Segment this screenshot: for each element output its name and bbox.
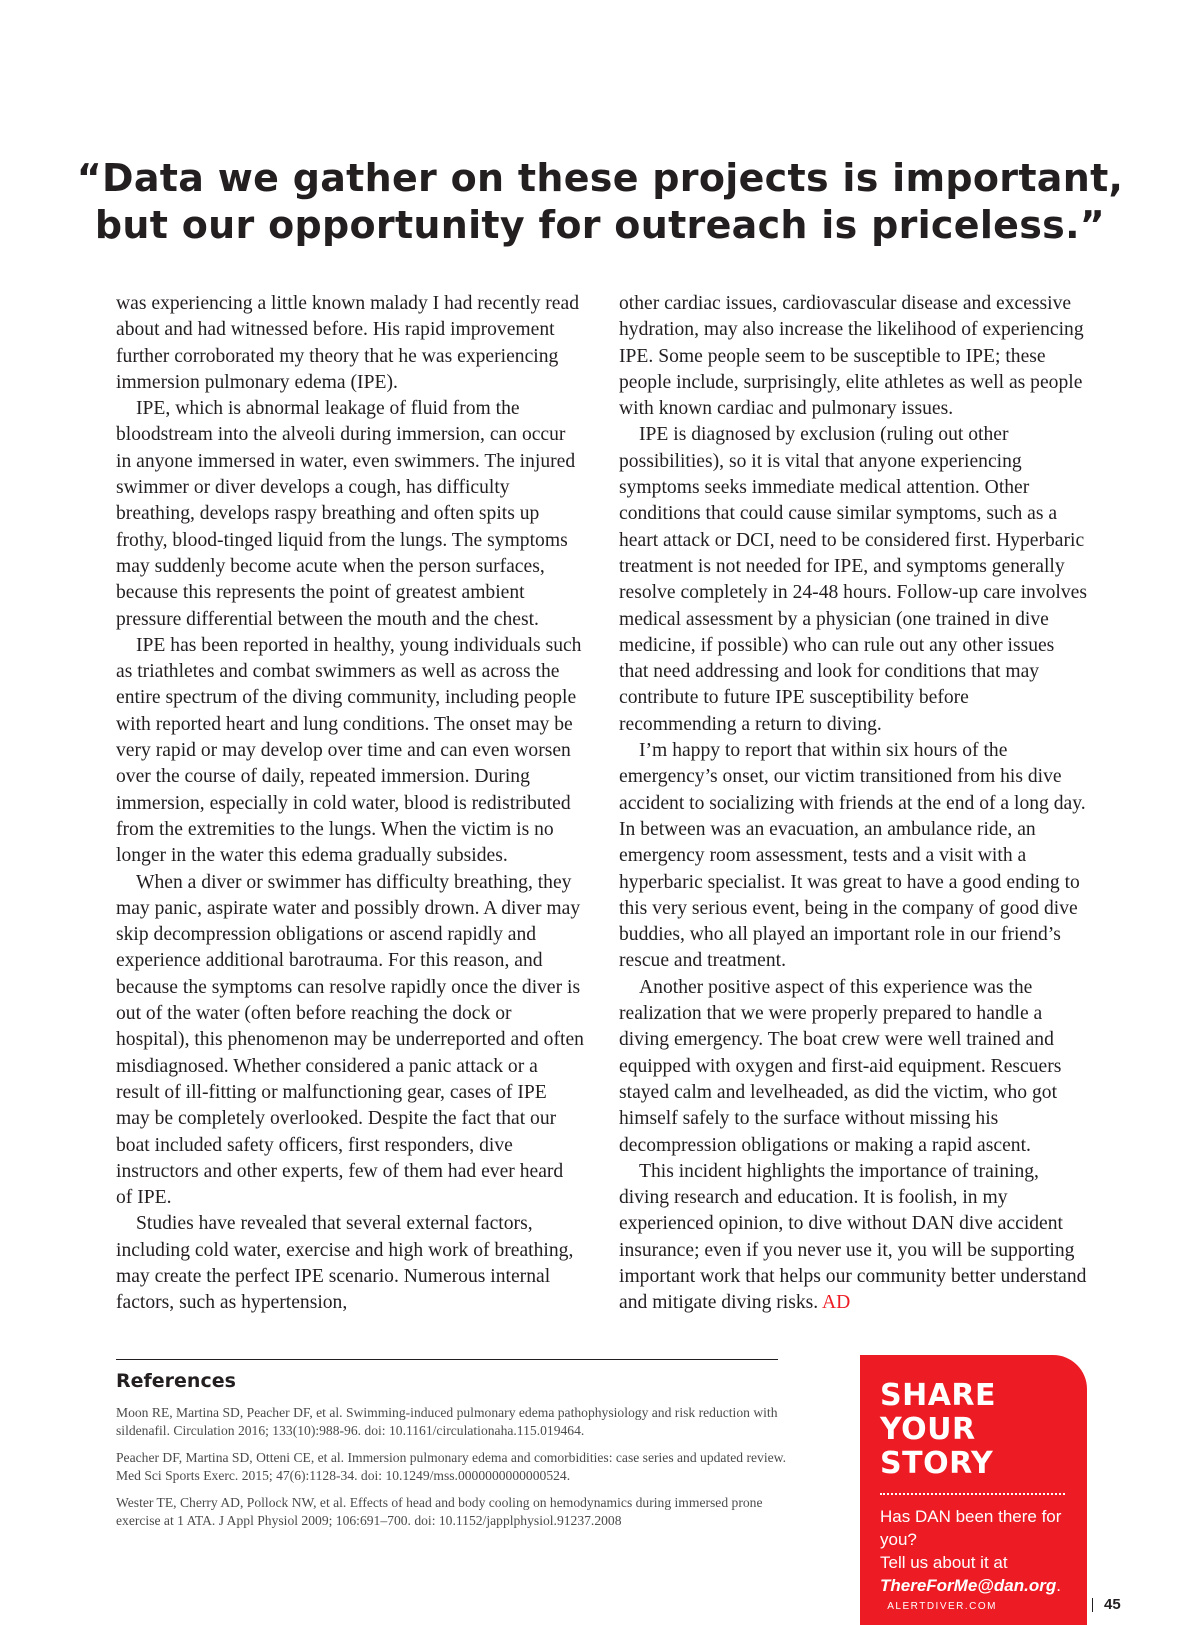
article-paragraph: other cardiac issues, cardiovascular disease and excessive hydration, may also increase the likelihood of experiencing IPE. Some people seem to be susceptible to IPE; these people include, surprisingly, elite athletes as well as people with known cardiac and pulmonary issues.	[619, 293, 1084, 420]
end-mark: AD	[822, 1292, 851, 1314]
article-column-left	[116, 291, 584, 1317]
share-text	[880, 1505, 1067, 1597]
article-paragraph: IPE, which is abnormal leakage of fluid from the bloodstream into the alveoli during immersion, can occur in anyone immersed in water, even swimmers. The injured swimmer or diver develops a cough, has difficulty breathing, develops raspy breathing and often spits up frothy, blood-tinged liquid from the lungs. The symptoms may suddenly become acute when the person surfaces, because this represents the point of greatest ambient pressure differential between the mouth and the chest.	[116, 398, 576, 630]
share-text-line-1: Has DAN been there for you?	[880, 1507, 1062, 1549]
reference-item: Moon RE, Martina SD, Peacher DF, et al. Swimming-induced pulmonary edema pathophysiology and risk reduction with sildenafil. Circulation 2016; 133(10):988-96. doi: 10.1161/circulationaha.115.019464.	[116, 1405, 778, 1438]
references-heading: References	[116, 1370, 236, 1392]
article-paragraph: was experiencing a little known malady I had recently read about and had witnessed before. His rapid improvement further corroborated my theory that he was experiencing immersion pulmonary edema (IPE).	[116, 293, 579, 393]
reference-item: Peacher DF, Martina SD, Otteni CE, et al. Immersion pulmonary edema and comorbidities: case series and updated review. Med Sci Sports Exerc. 2015; 47(6):1128-34. doi: 10.1249/mss.0000000000000524.	[116, 1450, 786, 1483]
page-number: 45	[1104, 1596, 1121, 1613]
article-paragraph: Another positive aspect of this experience was the realization that we were properly prepared to handle a diving emergency. The boat crew were well trained and equipped with oxygen and first-aid equipment. Rescuers stayed calm and levelheaded, as did the victim, who got himself safely to the surface without missing his decompression obligations or making a rapid ascent.	[619, 976, 1062, 1156]
article-paragraph: Studies have revealed that several external factors, including cold water, exercise and high work of breathing, may create the perfect IPE scenario. Numerous internal factors, such as hypertension,	[116, 1213, 574, 1314]
footer-separator	[1092, 1598, 1093, 1612]
article-column-right	[619, 291, 1087, 1317]
article-paragraph: IPE has been reported in healthy, young individuals such as triathletes and combat swimmers as well as across the entire spectrum of the diving community, including people with reported heart and lung conditions. The onset may be very rapid or may develop over time and can even worsen over the course of daily, repeated immersion. During immersion, especially in cold water, blood is redistributed from the extremities to the lungs. When the victim is no longer in the water this edema gradually subsides.	[116, 634, 582, 867]
share-title	[880, 1379, 1067, 1481]
share-text-line-2: Tell us about it at	[880, 1553, 1008, 1572]
reference-item: Wester TE, Cherry AD, Pollock NW, et al. Effects of head and body cooling on hemodynamics during immersed prone exercise at 1 ATA. J Appl Physiol 2009; 106:691–700. doi: 10.1152/japplphysiol.91237.2008	[116, 1495, 763, 1528]
share-email-link[interactable]: ThereForMe@dan.org	[880, 1576, 1057, 1595]
share-email-suffix: .	[1056, 1576, 1061, 1595]
share-your-story-box	[860, 1355, 1087, 1625]
article-paragraph: I’m happy to report that within six hours of the emergency’s onset, our victim transitioned from his dive accident to socializing with friends at the end of a long day. In between was an evacuation, an ambulance ride, an emergency room assessment, tests and a visit with a hyperbaric specialist. It was great to have a good ending to this very serious event, being in the company of good dive buddies, who all played an important role in our friend’s rescue and treatment.	[619, 740, 1086, 972]
references-section	[116, 1370, 796, 1539]
article-paragraph: When a diver or swimmer has difficulty breathing, they may panic, aspirate water and possibly drown. A diver may skip decompression obligations or ascend rapidly and experience additional barotrauma. For this reason, and because the symptoms can resolve rapidly once the diver is out of the water (often before reaching the dock or hospital), this phenomenon may be underreported and often misdiagnosed. Whether considered a panic attack or a result of ill-fitting or malfunctioning gear, cases of IPE may be completely overlooked. Despite the fact that our boat included safety officers, first responders, dive instructors and other experts, few of them had ever heard of IPE.	[116, 871, 584, 1209]
article-paragraph: IPE is diagnosed by exclusion (ruling out other possibilities), so it is vital that anyone experiencing symptoms seeks immediate medical attention. Other conditions that could cause similar symptoms, such as a heart attack or DCI, need to be considered first. Hyperbaric treatment is not needed for IPE, and symptoms generally resolve completely in 24-48 hours. Follow-up care involves medical assessment by a physician (one trained in dive medicine, if possible) who can rule out any other issues that need addressing and look for conditions that may contribute to future IPE susceptibility before recommending a return to diving.	[619, 424, 1087, 735]
share-title-line-2: YOUR STORY	[880, 1412, 994, 1481]
pull-quote-line-1: “Data we gather on these projects is important,	[76, 156, 1124, 200]
article-paragraph-final	[619, 1159, 1087, 1317]
pull-quote-line-2: but our opportunity for outreach is priceless.”	[94, 203, 1106, 247]
share-title-line-1: SHARE	[880, 1378, 997, 1413]
references-divider	[116, 1359, 778, 1360]
share-dotted-divider	[880, 1493, 1065, 1495]
footer-site: ALERTDIVER.COM	[887, 1601, 997, 1612]
final-paragraph-text: This incident highlights the importance of training, diving research and education. It is foolish, in my experienced opinion, to dive without DAN dive accident insurance; even if you never use it, you will be supporting important work that helps our community better understand and mitigate diving risks.	[619, 1160, 1087, 1314]
page-footer	[887, 1596, 1121, 1614]
pull-quote	[0, 155, 1200, 249]
